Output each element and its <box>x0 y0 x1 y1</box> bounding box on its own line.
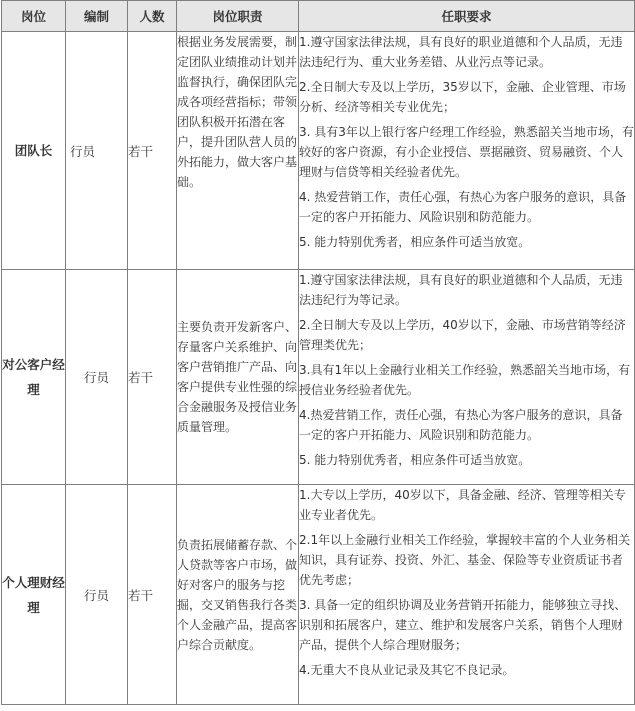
table-header-row <box>2 1 635 32</box>
position-cell: 个人理财经理 <box>2 485 66 705</box>
requirement-item: 3. 具有3年以上银行客户经理工作经验，熟悉韶关当地市场，有较好的客户资源，有小企业授信、票据融资、贸易融资、个人理财与信贷等相关经验者优先。 <box>299 125 634 179</box>
requirement-item: 3.具有1年以上金融行业相关工作经验，熟悉韶关当地市场，有授信业务经验者优先。 <box>299 363 631 397</box>
requirements-cell <box>299 270 635 485</box>
header-requirements: 任职要求 <box>299 1 635 32</box>
requirement-item: 4.无重大不良从业记录及其它不良记录。 <box>299 663 515 677</box>
requirement-item: 5. 能力特别优秀者，相应条件可适当放宽。 <box>299 235 531 249</box>
requirement-item: 4. 热爱营销工作，责任心强，有热心为客户服务的意识，具备一定的客户开拓能力、风险识别和防范能力。 <box>299 190 627 224</box>
requirement-item: 3. 具备一定的组织协调及业务营销开拓能力，能够独立寻找、识别和拓展客户，建立、维护和发展客户关系，销售个人理财产品，提供个人综合理财服务； <box>299 598 627 652</box>
requirements-cell <box>299 485 635 705</box>
requirement-item: 4.热爱营销工作，责任心强，有热心为客户服务的意识，具备一定的客户开拓能力、风险识别和防范能力。 <box>299 408 623 442</box>
headcount-cell: 若干 <box>128 32 177 270</box>
header-position: 岗位 <box>2 1 66 32</box>
headcount-cell: 若干 <box>128 270 177 485</box>
table-row <box>2 270 635 485</box>
grade-cell: 行员 <box>66 32 128 270</box>
header-duties: 岗位职责 <box>177 1 299 32</box>
header-headcount: 人数 <box>128 1 177 32</box>
grade-cell: 行员 <box>66 270 128 485</box>
requirement-item: 1.遵守国家法律法规，具有良好的职业道德和个人品质，无违法违纪行为等记录。 <box>299 273 623 307</box>
position-cell: 对公客户经理 <box>2 270 66 485</box>
requirement-item: 5. 能力特别优秀者，相应条件可适当放宽。 <box>299 453 531 467</box>
duties-cell: 根据业务发展需要，制定团队业绩推动计划并监督执行，确保团队完成各项经营指标；带领团队积极开拓潜在客户，提升团队营人员的外拓能力，做大客户基础。 <box>177 32 299 270</box>
requirement-item: 1.遵守国家法律法规，具有良好的职业道德和个人品质，无违法违纪行为、重大业务差错、从业污点等记录。 <box>299 35 623 69</box>
headcount-cell: 若干 <box>128 485 177 705</box>
requirement-item: 2.全日制大专及以上学历，40岁以下，金融、市场营销等经济管理类优先； <box>299 318 626 352</box>
duties-cell: 负责拓展储蓄存款、个人贷款等客户市场，做好对客户的服务与挖掘，交叉销售我行各类个人金融产品，提高客户综合贡献度。 <box>177 485 299 705</box>
job-requirements-table <box>1 0 635 705</box>
header-grade: 编制 <box>66 1 128 32</box>
table-row <box>2 32 635 270</box>
requirement-item: 2.1年以上金融行业相关工作经验，掌握较丰富的个人业务相关知识，具有证券、投资、外汇、基金、保险等专业资质证书者优先考虑； <box>299 533 631 587</box>
requirement-item: 2.全日制大专及以上学历，35岁以下，金融、企业管理、市场分析、经济等相关专业优先； <box>299 80 626 114</box>
table-row <box>2 485 635 705</box>
duties-cell: 主要负责开发新客户、存量客户关系维护、向客户营销推广产品、向客户提供专业性强的综合金融服务及授信业务质量管理。 <box>177 270 299 485</box>
position-cell: 团队长 <box>2 32 66 270</box>
grade-cell: 行员 <box>66 485 128 705</box>
requirement-item: 1.大专以上学历，40岁以下，具备金融、经济、管理等相关专业专业者优先。 <box>299 488 626 522</box>
requirements-cell <box>299 32 635 270</box>
